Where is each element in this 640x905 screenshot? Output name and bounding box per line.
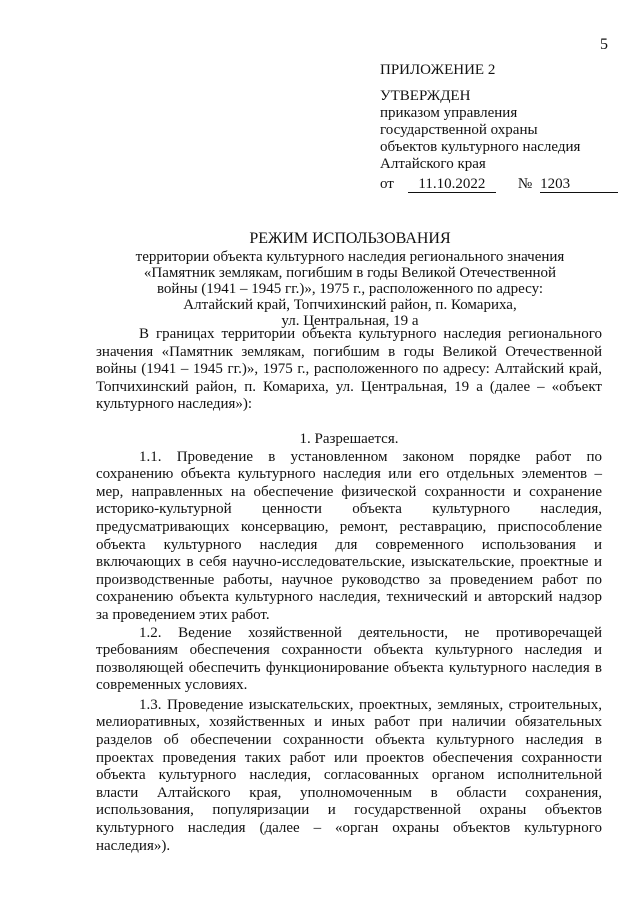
approved-label: УТВЕРЖДЕН xyxy=(380,88,471,104)
section-title: 1. Разрешается. xyxy=(299,430,399,447)
paragraph-1-3: 1.3. Проведение изыскательских, проектных, земляных, строительных, мелиоративных, хозяйственных и иных работ при наличии обязательных разделов об обеспечении сохранности объекта культурного наследия в проектах проведения таких работ или проектов обеспечения сохранности объекта культурного наследия, согласованных органом исполнительной власти Алтайского края, уполномоченным в области сохранения, использования, популяризации и государственной охраны объектов культурного наследия (далее – «орган охраны объектов культурного наследия»). xyxy=(96,696,602,854)
title-line: Алтайский край, Топчихинский район, п. Комариха, xyxy=(183,297,517,313)
title-line: территории объекта культурного наследия регионального значения xyxy=(135,249,565,265)
intro-paragraph: В границах территории объекта культурного наследия регионального значения «Памятник землякам, погибшим в годы Великой Отечественной войны (1941 – 1945 гг.)», 1975 г., расположенного по адресу: Алтайский край, Топчихинский район, п. Комариха, ул. Центральная, 19 а (далее – «объект культурного наследия»): xyxy=(96,326,602,413)
approval-line: объектов культурного наследия xyxy=(380,139,581,155)
title-line: войны (1941 – 1945 гг.)», 1975 г., расположенного по адресу: xyxy=(156,281,544,297)
title-line: «Памятник землякам, погибшим в годы Великой Отечественной xyxy=(143,265,557,281)
annex-label: ПРИЛОЖЕНИЕ 2 xyxy=(380,62,496,78)
paragraph-1-1: 1.1. Проведение в установленном законом порядке работ по сохранению объекта культурного наследия или его отдельных элементов – мер, направленных на обеспечение физической сохранности и сохранение историко-культурной ценности объекта культурного наследия, предусматривающих консервацию, ремонт, реставрацию, приспособление объекта культурного наследия для современного использования и включающих в себя научно-исследовательские, изыскательские, проектные и производственные работы, научное руководство за проведением работ по сохранению объекта культурного наследия, технический и авторский надзор за проведением этих работ. xyxy=(96,448,602,623)
page-number: 5 xyxy=(600,36,608,53)
approval-line: государственной охраны xyxy=(380,122,538,138)
document-title xyxy=(90,231,610,329)
document-body xyxy=(96,326,602,855)
order-date: 11.10.2022 xyxy=(408,176,496,193)
approval-block xyxy=(380,62,618,193)
approval-line: Алтайского края xyxy=(380,156,486,172)
title-heading: РЕЖИМ ИСПОЛЬЗОВАНИЯ xyxy=(249,230,451,247)
paragraph-1-2: 1.2. Ведение хозяйственной деятельности, не противоречащей требованиям обеспечения сохранности объекта культурного наследия и позволяющей обеспечить функционирование объекта культурного наследия в современных условиях. xyxy=(96,624,602,694)
number-label: № xyxy=(517,176,533,192)
approval-line: приказом управления xyxy=(380,105,518,121)
title-line: ул. Центральная, 19 а xyxy=(281,313,419,329)
order-number: 1203 xyxy=(540,176,618,193)
approval-date-line xyxy=(380,176,618,193)
from-label: от xyxy=(380,176,394,192)
